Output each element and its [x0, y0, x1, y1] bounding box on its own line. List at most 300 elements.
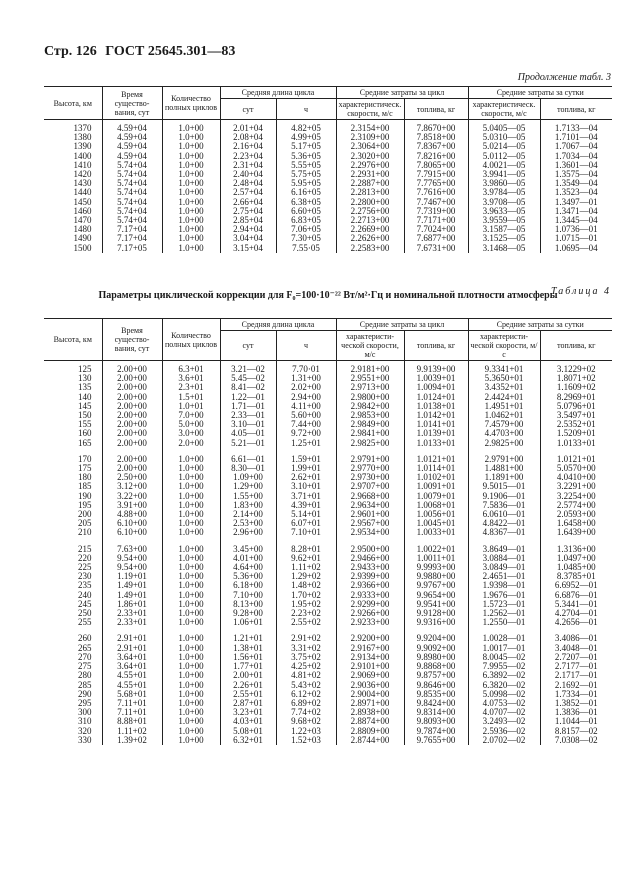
value-cell: 3.1587—05: [468, 225, 540, 234]
value-cell: 4.0021—05: [468, 161, 540, 170]
value-cell: 1.0011+01: [404, 554, 468, 563]
value-cell: 7.8367+00: [404, 142, 468, 151]
value-cell: 6.12+02: [276, 690, 336, 699]
value-cell: 7.55·05: [276, 244, 336, 253]
value-cell: 7.7024+00: [404, 225, 468, 234]
value-cell: 8.28+01: [276, 545, 336, 554]
value-cell: 4.05—01: [220, 429, 276, 438]
value-cell: 4.39+01: [276, 501, 336, 510]
height-cell: 320: [78, 725, 92, 736]
height-cell: 1390: [73, 141, 92, 152]
value-cell: 1.0039+01: [404, 374, 468, 383]
value-cell: 1.0+00: [162, 572, 220, 581]
value-cell: 2.02+00: [276, 383, 336, 392]
value-cell: 2.00+00: [102, 429, 162, 438]
value-cell: 2.00+00: [102, 374, 162, 383]
value-cell: 5.60+00: [276, 411, 336, 420]
height-cell: 125: [78, 364, 92, 374]
value-cell: 2.5774+00: [540, 501, 612, 510]
value-cell: 3.9559—05: [468, 216, 540, 225]
value-cell: 3.21—02: [220, 361, 276, 375]
value-cell: 3.10+01: [276, 482, 336, 491]
value-cell: 1.0141+01: [404, 420, 468, 429]
value-cell: 4.55+01: [102, 671, 162, 680]
value-cell: 2.48+04: [220, 179, 276, 188]
value-cell: 1.22+03: [276, 727, 336, 736]
value-cell: 1.0+00: [162, 120, 220, 134]
value-cell: 1.0+00: [162, 464, 220, 473]
value-cell: 5.95+05: [276, 179, 336, 188]
value-cell: 9.5015—01: [468, 482, 540, 491]
value-cell: 1.0102+01: [404, 473, 468, 482]
value-cell: 6.83+05: [276, 216, 336, 225]
value-cell: 1.0079+01: [404, 492, 468, 501]
value-cell: 2.33+01: [102, 618, 162, 627]
height-cell: 1420: [73, 169, 92, 180]
table-3-body: [44, 120, 612, 253]
table-continuation-caption: Продолжение табл. 3: [517, 72, 611, 83]
value-cell: 1.19+01: [102, 572, 162, 581]
height-cell: 290: [78, 688, 92, 699]
value-cell: 4.01+00: [220, 554, 276, 563]
col-cost-day-header: Средние затраты за сутки: [468, 87, 612, 99]
value-cell: 3.4086—01: [540, 634, 612, 643]
value-cell: 2.8971+00: [336, 699, 404, 708]
value-cell: 2.91+01: [102, 644, 162, 653]
value-cell: 2.00+00: [102, 361, 162, 375]
value-cell: 3.6+01: [162, 374, 220, 383]
value-cell: 1.0+00: [162, 618, 220, 627]
height-cell: 1440: [73, 187, 92, 198]
value-cell: 2.9433+00: [336, 563, 404, 572]
value-cell: 1.0+00: [162, 179, 220, 188]
value-cell: 1.95+02: [276, 600, 336, 609]
value-cell: 7.0308—02: [540, 736, 612, 745]
value-cell: 5.55+05: [276, 161, 336, 170]
col-cost-cycle-header: Средние затраты за цикл: [336, 87, 468, 99]
value-cell: 9.7874+00: [404, 727, 468, 736]
value-cell: 2.9534+00: [336, 528, 404, 537]
value-cell: 1.06+01: [220, 618, 276, 627]
value-cell: 2.9730+00: [336, 473, 404, 482]
value-cell: 9.28+00: [220, 609, 276, 618]
value-cell: 9.9654+00: [404, 591, 468, 600]
value-cell: 2.9707+00: [336, 482, 404, 491]
value-cell: 3.1468—05: [468, 244, 540, 253]
height-cell: 1480: [73, 224, 92, 235]
value-cell: 2.26+01: [220, 681, 276, 690]
height-cell: 145: [78, 400, 92, 411]
value-cell: 7.11+01: [102, 699, 162, 708]
sub-fuel-header: топлива, кг: [404, 331, 468, 361]
value-cell: 1.0+00: [162, 671, 220, 680]
value-cell: 2.9601+00: [336, 510, 404, 519]
value-cell: 2.00+00: [102, 439, 162, 448]
value-cell: 2.16+04: [220, 142, 276, 151]
value-cell: 2.9069+00: [336, 671, 404, 680]
value-cell: 3.0+00: [162, 429, 220, 438]
value-cell: 9.1906—01: [468, 492, 540, 501]
value-cell: 1.52+03: [276, 736, 336, 745]
value-cell: 5.74+04: [102, 188, 162, 197]
value-cell: 2.9233+00: [336, 618, 404, 627]
value-cell: 2.9036+00: [336, 681, 404, 690]
value-cell: 5.0570+00: [540, 464, 612, 473]
value-cell: 1.0+00: [162, 133, 220, 142]
sub-fuel-header: топлива, кг: [540, 331, 612, 361]
value-cell: 1.2562—01: [468, 609, 540, 618]
value-cell: 7.74+02: [276, 708, 336, 717]
value-cell: 3.71+01: [276, 492, 336, 501]
value-cell: 3.9860—05: [468, 179, 540, 188]
value-cell: 4.0753—02: [468, 699, 540, 708]
value-cell: 2.2813+00: [336, 188, 404, 197]
value-cell: 6.3820—02: [468, 681, 540, 690]
value-cell: 1.6439+00: [540, 528, 612, 537]
value-cell: 4.59+04: [102, 142, 162, 151]
value-cell: 5.0998—02: [468, 690, 540, 699]
value-cell: 7.0+00: [162, 411, 220, 420]
value-cell: 2.00+00: [102, 420, 162, 429]
value-cell: 1.0497+00: [540, 554, 612, 563]
height-cell: 1430: [73, 178, 92, 189]
value-cell: 1.25+01: [276, 439, 336, 448]
value-cell: 1.8071+02: [540, 374, 612, 383]
value-cell: 1.0056+01: [404, 510, 468, 519]
value-cell: 3.5497+01: [540, 411, 612, 420]
value-cell: 2.9200+00: [336, 634, 404, 643]
height-cell: 270: [78, 651, 92, 662]
value-cell: 3.8649—01: [468, 545, 540, 554]
value-cell: 1.1891+00: [468, 473, 540, 482]
value-cell: 4.11+00: [276, 402, 336, 411]
value-cell: 5.68+01: [102, 690, 162, 699]
value-cell: 2.08+04: [220, 133, 276, 142]
height-cell: 260: [78, 633, 92, 644]
height-cell: 240: [78, 589, 92, 600]
value-cell: 2.0+00: [162, 439, 220, 448]
height-cell: 195: [78, 499, 92, 510]
height-cell: 150: [78, 410, 92, 421]
value-cell: 1.31+00: [276, 374, 336, 383]
value-cell: 2.5936—02: [468, 727, 540, 736]
value-cell: 5.0405—05: [468, 120, 540, 134]
value-cell: 2.7207—01: [540, 653, 612, 662]
page-header: [44, 44, 240, 60]
value-cell: 1.99+01: [276, 464, 336, 473]
value-cell: 3.2291+00: [540, 482, 612, 491]
standard-title: ГОСТ 25645.301—83: [105, 44, 236, 59]
value-cell: 1.0+00: [162, 519, 220, 528]
value-cell: 4.64+00: [220, 563, 276, 572]
height-cell: 280: [78, 670, 92, 681]
value-cell: 7.17+04: [102, 234, 162, 243]
value-cell: 2.00+00: [102, 402, 162, 411]
value-cell: 2.9167+00: [336, 644, 404, 653]
value-cell: 2.9841+00: [336, 429, 404, 438]
value-cell: 2.2583+00: [336, 244, 404, 253]
value-cell: 4.59+04: [102, 133, 162, 142]
value-cell: 1.11+02: [276, 563, 336, 572]
value-cell: 7.10+01: [276, 528, 336, 537]
height-cell: 175: [78, 463, 92, 474]
value-cell: 6.38+05: [276, 198, 336, 207]
value-cell: 1.59+01: [276, 455, 336, 464]
value-cell: 1.7334—01: [540, 690, 612, 699]
height-cell: 1500: [73, 242, 92, 253]
value-cell: 1.3497—01: [540, 198, 612, 207]
value-cell: 1.21+01: [220, 634, 276, 643]
value-cell: 6.0610—01: [468, 510, 540, 519]
value-cell: 1.0068+01: [404, 501, 468, 510]
value-cell: 2.9842+00: [336, 402, 404, 411]
table-row: [44, 736, 612, 745]
value-cell: 1.0+00: [162, 170, 220, 179]
value-cell: 8.41—02: [220, 383, 276, 392]
value-cell: 2.2976+00: [336, 161, 404, 170]
value-cell: 2.53+00: [220, 519, 276, 528]
value-cell: 1.71—01: [220, 402, 276, 411]
height-cell: 165: [78, 437, 92, 448]
value-cell: 9.9316+00: [404, 618, 468, 627]
value-cell: 4.25+02: [276, 662, 336, 671]
height-cell: 135: [78, 382, 92, 393]
value-cell: 4.0707—02: [468, 708, 540, 717]
value-cell: 1.0138+01: [404, 402, 468, 411]
value-cell: 9.8868+00: [404, 662, 468, 671]
col-cost-day-header: Средние затраты за сутки: [468, 319, 612, 331]
value-cell: 1.0+00: [162, 554, 220, 563]
sub-char-speed-header: характеристическ. скорости, м/с: [336, 99, 404, 120]
value-cell: 1.3836—01: [540, 708, 612, 717]
value-cell: 2.4424+01: [468, 393, 540, 402]
value-cell: 7.44+00: [276, 420, 336, 429]
value-cell: 1.4951+01: [468, 402, 540, 411]
col-time-header: Время существо-вания, сут: [102, 319, 162, 361]
value-cell: 4.59+04: [102, 152, 162, 161]
value-cell: 2.9399+00: [336, 572, 404, 581]
height-cell: 130: [78, 373, 92, 384]
value-cell: 9.8980+00: [404, 653, 468, 662]
value-cell: 1.0+00: [162, 545, 220, 554]
value-cell: 5.74+04: [102, 207, 162, 216]
height-cell: 245: [78, 598, 92, 609]
value-cell: 1.0+00: [162, 492, 220, 501]
height-cell: 1460: [73, 205, 92, 216]
value-cell: 9.9092+00: [404, 644, 468, 653]
value-cell: 1.0+01: [162, 402, 220, 411]
value-cell: 1.0695—04: [540, 244, 612, 253]
value-cell: 5.36+00: [220, 572, 276, 581]
value-cell: 5.45—02: [220, 374, 276, 383]
value-cell: 7.7171+00: [404, 216, 468, 225]
value-cell: 4.88+00: [102, 510, 162, 519]
value-cell: 3.15+04: [220, 244, 276, 253]
value-cell: 2.3020+00: [336, 152, 404, 161]
value-cell: 9.62+01: [276, 554, 336, 563]
value-cell: 2.9181+00: [336, 361, 404, 375]
value-cell: 2.23+02: [276, 609, 336, 618]
value-cell: 7.9955—02: [468, 662, 540, 671]
value-cell: 1.9398—01: [468, 581, 540, 590]
value-cell: 6.6876—01: [540, 591, 612, 600]
value-cell: 1.3575—04: [540, 170, 612, 179]
height-cell: 180: [78, 472, 92, 483]
value-cell: 2.9800+00: [336, 393, 404, 402]
value-cell: 1.0+00: [162, 634, 220, 643]
value-cell: 7.7616+00: [404, 188, 468, 197]
value-cell: 1.77+01: [220, 662, 276, 671]
value-cell: 2.55+01: [220, 690, 276, 699]
value-cell: 2.2626+00: [336, 234, 404, 243]
value-cell: 6.60+05: [276, 207, 336, 216]
value-cell: 7.7915+00: [404, 170, 468, 179]
table-row: [44, 439, 612, 448]
table-row: [44, 528, 612, 537]
value-cell: 2.31+04: [220, 161, 276, 170]
value-cell: 1.0+00: [162, 198, 220, 207]
value-cell: 2.1717—01: [540, 671, 612, 680]
value-cell: 1.7067—04: [540, 142, 612, 151]
value-cell: 1.0094+01: [404, 383, 468, 392]
height-cell: 1380: [73, 132, 92, 143]
height-cell: 205: [78, 518, 92, 529]
value-cell: 8.2969+01: [540, 393, 612, 402]
value-cell: 1.0+00: [162, 708, 220, 717]
value-cell: 5.43+02: [276, 681, 336, 690]
sub-h-header: ч: [276, 331, 336, 361]
value-cell: 2.91+02: [276, 634, 336, 643]
value-cell: 2.75+04: [220, 207, 276, 216]
value-cell: 1.0+00: [162, 501, 220, 510]
value-cell: 1.0+00: [162, 234, 220, 243]
col-cycles-header: Количество полных циклов: [162, 87, 220, 120]
value-cell: 6.3892—02: [468, 671, 540, 680]
value-cell: 9.9541+00: [404, 600, 468, 609]
table-row: [44, 120, 612, 134]
value-cell: 1.2550—01: [468, 618, 540, 627]
value-cell: 9.68+02: [276, 717, 336, 726]
value-cell: 6.3+01: [162, 361, 220, 375]
value-cell: 3.10—01: [220, 420, 276, 429]
value-cell: 1.29+02: [276, 572, 336, 581]
value-cell: 2.4651—01: [468, 572, 540, 581]
value-cell: 1.7133—04: [540, 120, 612, 134]
value-cell: 7.70·01: [276, 361, 336, 375]
value-cell: 2.9853+00: [336, 411, 404, 420]
value-cell: 2.94+04: [220, 225, 276, 234]
value-cell: 2.9849+00: [336, 420, 404, 429]
value-cell: 2.9634+00: [336, 501, 404, 510]
value-cell: 2.96+00: [220, 528, 276, 537]
col-time-header: Время существо-вания, сут: [102, 87, 162, 120]
table-row: [44, 618, 612, 627]
value-cell: 8.88+01: [102, 717, 162, 726]
value-cell: 6.89+02: [276, 699, 336, 708]
value-cell: 2.2931+00: [336, 170, 404, 179]
value-cell: 3.64+01: [102, 662, 162, 671]
value-cell: 3.0884—01: [468, 554, 540, 563]
value-cell: 3.9784—05: [468, 188, 540, 197]
value-cell: 2.9770+00: [336, 464, 404, 473]
height-cell: 220: [78, 552, 92, 563]
table-4-body: [44, 361, 612, 745]
height-cell: 330: [78, 734, 92, 745]
value-cell: 1.38+01: [220, 644, 276, 653]
page-number: Стр. 126: [44, 44, 97, 59]
value-cell: 1.0+00: [162, 510, 220, 519]
value-cell: 7.8216+00: [404, 152, 468, 161]
value-cell: 1.0+00: [162, 644, 220, 653]
value-cell: 2.87+01: [220, 699, 276, 708]
value-cell: 1.0736—01: [540, 225, 612, 234]
spacer-cell: [44, 448, 102, 455]
value-cell: 4.81+02: [276, 671, 336, 680]
table-row: [44, 244, 612, 253]
value-cell: 6.61—01: [220, 455, 276, 464]
value-cell: 2.8744+00: [336, 736, 404, 745]
table-number: Таблица 4: [551, 286, 611, 297]
height-cell: 295: [78, 697, 92, 708]
value-cell: 2.9266+00: [336, 609, 404, 618]
value-cell: 1.7034—04: [540, 152, 612, 161]
value-cell: 4.0410+00: [540, 473, 612, 482]
value-cell: 2.9825+00: [468, 439, 540, 448]
value-cell: 5.0112—05: [468, 152, 540, 161]
value-cell: 3.2254+00: [540, 492, 612, 501]
value-cell: 1.0+00: [162, 225, 220, 234]
height-cell: 210: [78, 527, 92, 538]
value-cell: 2.66+04: [220, 198, 276, 207]
height-cell: 255: [78, 617, 92, 628]
height-cell: 285: [78, 679, 92, 690]
height-cell: 160: [78, 428, 92, 439]
value-cell: 1.0+00: [162, 473, 220, 482]
sub-fuel-header: топлива, кг: [404, 99, 468, 120]
spacer-cell: [44, 538, 102, 545]
value-cell: 1.0715—01: [540, 234, 612, 243]
value-cell: 9.8314+00: [404, 708, 468, 717]
value-cell: 3.75+02: [276, 653, 336, 662]
value-cell: 2.8938+00: [336, 708, 404, 717]
value-cell: 9.9993+00: [404, 563, 468, 572]
value-cell: 2.55+02: [276, 618, 336, 627]
height-cell: 310: [78, 716, 92, 727]
value-cell: 2.00+00: [102, 411, 162, 420]
value-cell: 2.2887+00: [336, 179, 404, 188]
value-cell: 5.0310—05: [468, 133, 540, 142]
value-cell: 1.3445—04: [540, 216, 612, 225]
col-cost-cycle-header: Средние затраты за цикл: [336, 319, 468, 331]
value-cell: 1.0+00: [162, 699, 220, 708]
value-cell: 9.54+00: [102, 554, 162, 563]
value-cell: 2.9466+00: [336, 554, 404, 563]
value-cell: 1.0022+01: [404, 545, 468, 554]
value-cell: 6.18+00: [220, 581, 276, 590]
sub-fuel-header: топлива, кг: [540, 99, 612, 120]
value-cell: 2.00+00: [102, 383, 162, 392]
value-cell: 5.0214—05: [468, 142, 540, 151]
value-cell: 2.2669+00: [336, 225, 404, 234]
value-cell: 1.49+01: [102, 581, 162, 590]
value-cell: 7.8670+00: [404, 120, 468, 134]
value-cell: 5.0+00: [162, 420, 220, 429]
value-cell: 9.3341+01: [468, 361, 540, 375]
value-cell: 3.1229+02: [540, 361, 612, 375]
value-cell: 1.0+00: [162, 528, 220, 537]
value-cell: 9.54+00: [102, 563, 162, 572]
height-cell: 1370: [73, 123, 92, 133]
